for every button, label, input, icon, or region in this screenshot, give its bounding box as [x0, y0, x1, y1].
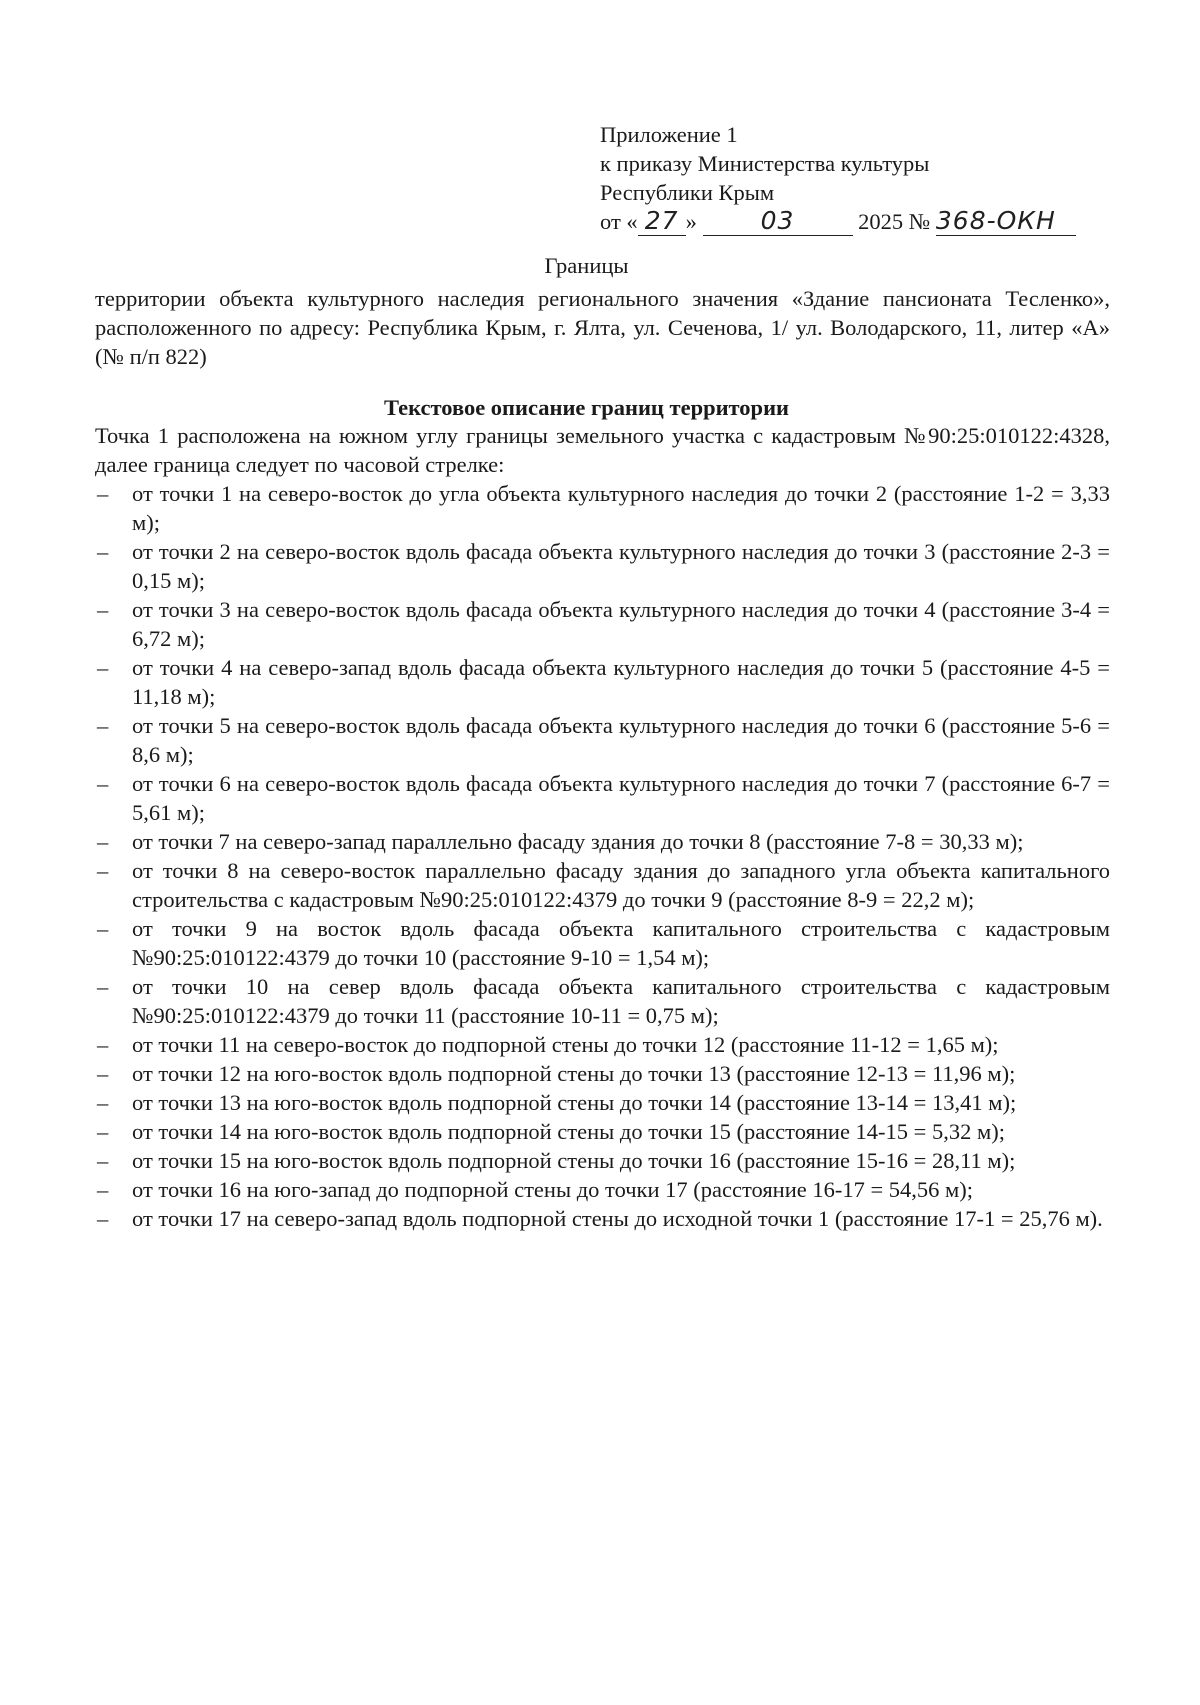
list-item-text: от точки 13 на юго-восток вдоль подпорной стены до точки 14 (расстояние 13-14 = 13,41 м); — [132, 1090, 1017, 1115]
list-item-text: от точки 5 на северо-восток вдоль фасада объекта культурного наследия до точки 6 (расстояние 5-6 = 8,6 м); — [132, 713, 1110, 767]
list-item-text: от точки 3 на северо-восток вдоль фасада объекта культурного наследия до точки 4 (расстояние 3-4 = 6,72 м); — [132, 597, 1110, 651]
list-item-text: от точки 16 на юго-запад до подпорной стены до точки 17 (расстояние 16-17 = 54,56 м); — [132, 1177, 974, 1202]
appendix-line-2: к приказу Министерства культуры — [600, 151, 930, 176]
appendix-block — [600, 120, 1100, 236]
list-item — [95, 595, 1110, 653]
list-item — [95, 1146, 1110, 1175]
list-dash: – — [97, 974, 109, 999]
list-dash: – — [97, 597, 109, 622]
list-item-text: от точки 4 на северо-запад вдоль фасада объекта культурного наследия до точки 5 (расстояние 4-5 = 11,18 м); — [132, 655, 1110, 709]
list-item-text: от точки 1 на северо-восток до угла объекта культурного наследия до точки 2 (расстояние 1-2 = 3,33 м); — [132, 481, 1110, 535]
list-item — [95, 1204, 1110, 1233]
date-prefix: от « — [600, 209, 638, 234]
list-item-text: от точки 6 на северо-восток вдоль фасада объекта культурного наследия до точки 7 (расстояние 6-7 = 5,61 м); — [132, 771, 1110, 825]
list-item — [95, 914, 1110, 972]
list-dash: – — [97, 1119, 109, 1144]
list-dash: – — [97, 829, 109, 854]
list-dash: – — [97, 1090, 109, 1115]
list-item-text: от точки 8 на северо-восток параллельно фасаду здания до западного угла объекта капитального строительства с кадастровым №90:25:010122:4379 до точки 9 (расстояние 8-9 = 22,2 м); — [132, 858, 1110, 912]
list-item-text: от точки 7 на северо-запад параллельно фасаду здания до точки 8 (расстояние 7-8 = 30,33 м); — [132, 829, 1024, 854]
list-item — [95, 653, 1110, 711]
list-dash: – — [97, 916, 109, 941]
handwritten-month-value: 03 — [760, 206, 795, 235]
list-item-text: от точки 2 на северо-восток вдоль фасада объекта культурного наследия до точки 3 (расстояние 2-3 = 0,15 м); — [132, 539, 1110, 593]
list-dash: – — [97, 858, 109, 883]
handwritten-day-value: 27 — [644, 206, 679, 235]
section-title: Текстовое описание границ территории — [383, 395, 790, 420]
list-dash: – — [97, 655, 109, 680]
list-dash: – — [97, 1061, 109, 1086]
appendix-line-3: Республики Крым — [600, 180, 775, 205]
list-dash: – — [97, 1206, 109, 1231]
list-dash: – — [97, 539, 109, 564]
list-dash: – — [97, 1032, 109, 1057]
list-item — [95, 972, 1110, 1030]
list-item — [95, 1088, 1110, 1117]
list-item-text: от точки 11 на северо-восток до подпорной стены до точки 12 (расстояние 11-12 = 1,65 м); — [132, 1032, 999, 1057]
list-dash: – — [97, 771, 109, 796]
list-item-text: от точки 15 на юго-восток вдоль подпорной стены до точки 16 (расстояние 15-16 = 28,11 м); — [132, 1148, 1016, 1173]
list-dash: – — [97, 1177, 109, 1202]
list-item-text: от точки 14 на юго-восток вдоль подпорной стены до точки 15 (расстояние 14-15 = 5,32 м); — [132, 1119, 1005, 1144]
year-label: 2025 № — [858, 209, 931, 234]
list-item — [95, 827, 1110, 856]
handwritten-order-number — [936, 208, 1076, 236]
list-item — [95, 1030, 1110, 1059]
handwritten-day — [638, 208, 686, 236]
list-item-text: от точки 10 на север вдоль фасада объекта капитального строительства с кадастровым №90:25:010122:4379 до точки 11 (расстояние 10-11 = 0,75 м); — [132, 974, 1110, 1028]
document-title: Границы — [544, 253, 629, 278]
list-item-text: от точки 12 на юго-восток вдоль подпорной стены до точки 13 (расстояние 12-13 = 11,96 м); — [132, 1061, 1016, 1086]
list-item — [95, 1175, 1110, 1204]
lead-paragraph: Точка 1 расположена на южном углу границы земельного участка с кадастровым №90:25:010122:4328, далее граница следует по часовой стрелке: — [95, 423, 1110, 477]
list-item — [95, 479, 1110, 537]
list-item-text: от точки 9 на восток вдоль фасада объекта капитального строительства с кадастровым №90:25:010122:4379 до точки 10 (расстояние 9-10 = 1,54 м); — [132, 916, 1110, 970]
order-date-line — [600, 207, 1100, 236]
list-item — [95, 856, 1110, 914]
date-quote-close: » — [685, 209, 697, 234]
appendix-line-1: Приложение 1 — [600, 122, 738, 147]
list-item — [95, 711, 1110, 769]
handwritten-order-number-value: 368-ОКН — [935, 206, 1056, 235]
handwritten-month — [703, 208, 853, 236]
object-description: территории объекта культурного наследия регионального значения «Здание пансионата Тесленко», расположенного по адресу: Республика Крым, г. Ялта, ул. Сеченова, 1/ ул. Володарского, 11, литер «А» (№ п/п 822) — [95, 286, 1110, 369]
list-item — [95, 537, 1110, 595]
boundary-segment-list — [95, 479, 1110, 1233]
list-item — [95, 769, 1110, 827]
boundary-description — [95, 421, 1110, 1233]
list-item — [95, 1117, 1110, 1146]
list-item-text: от точки 17 на северо-запад вдоль подпорной стены до исходной точки 1 (расстояние 17-1 = 25,76 м). — [132, 1206, 1103, 1231]
list-dash: – — [97, 481, 109, 506]
list-dash: – — [97, 1148, 109, 1173]
list-item — [95, 1059, 1110, 1088]
list-dash: – — [97, 713, 109, 738]
